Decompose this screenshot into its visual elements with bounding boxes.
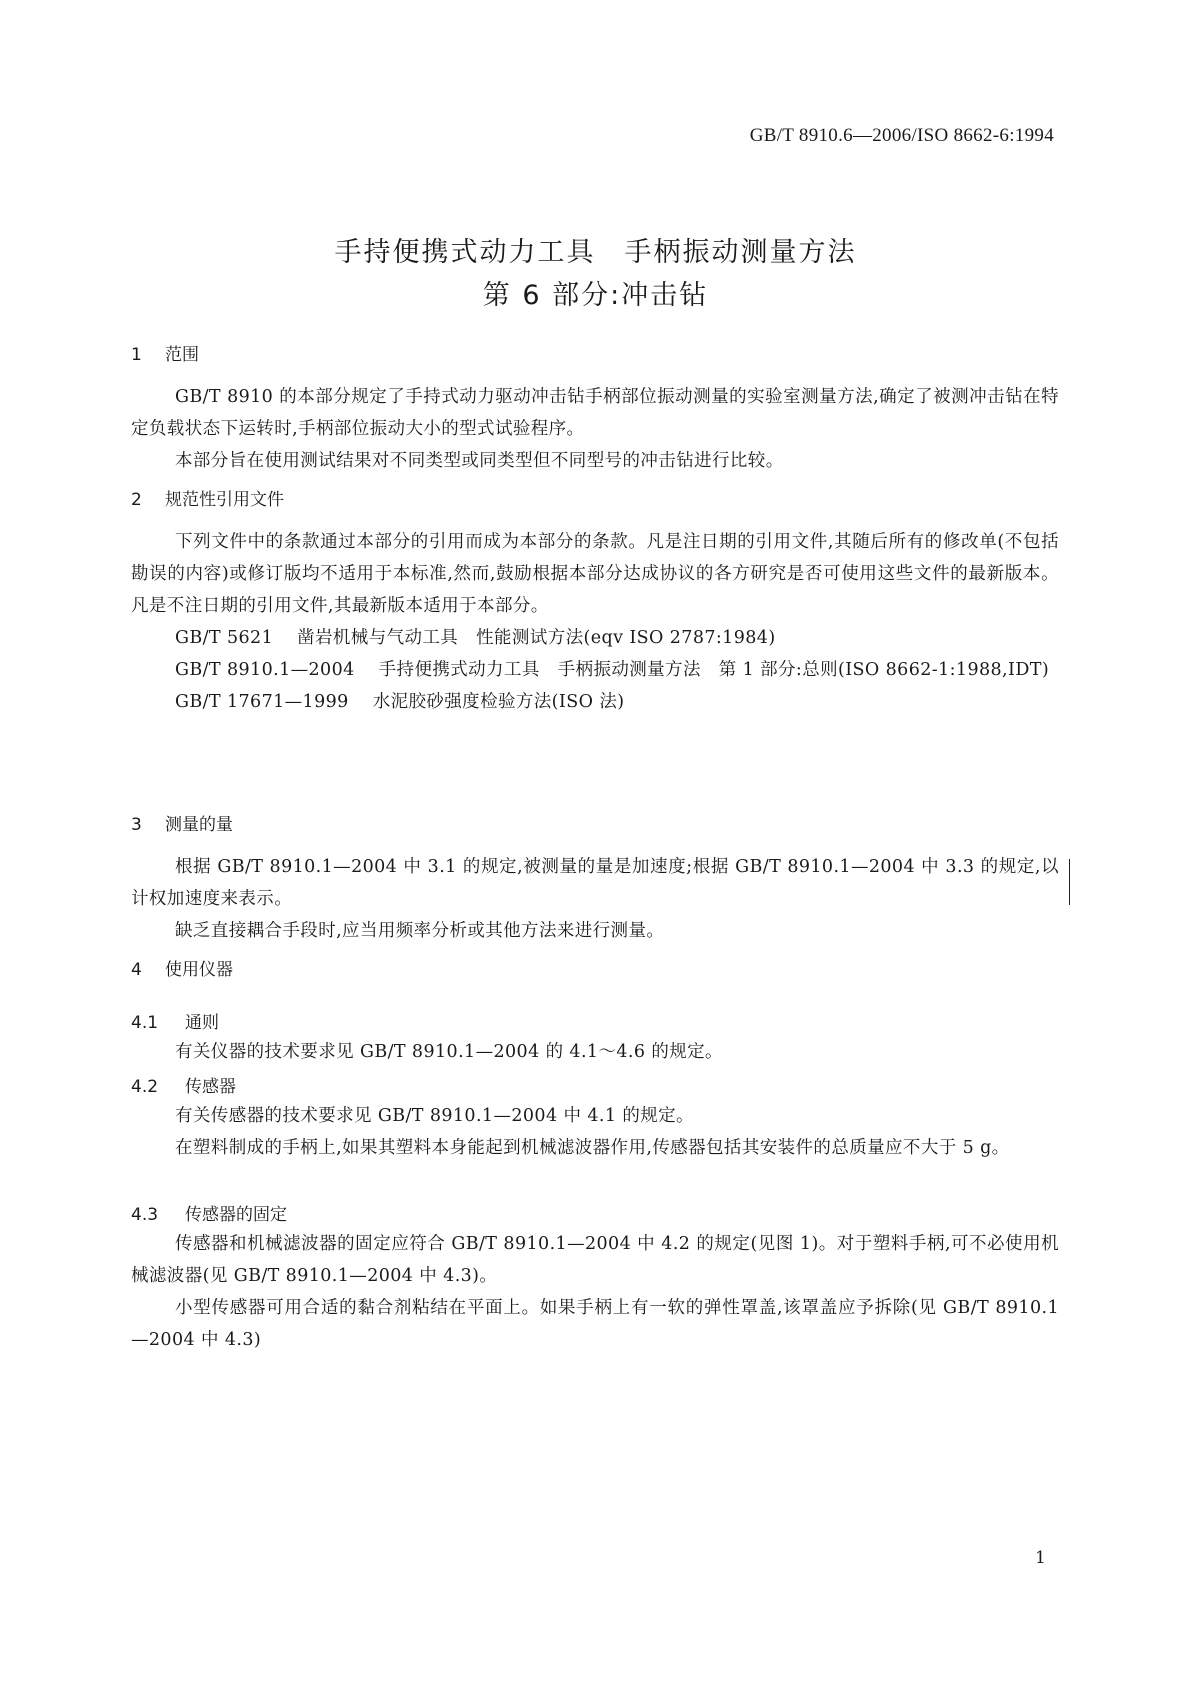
subsection-title: 传感器的固定 (185, 1205, 287, 1225)
section-title: 使用仪器 (165, 960, 233, 980)
section-title: 测量的量 (165, 815, 233, 835)
section-number: 4 (131, 960, 142, 980)
subsection-title: 传感器 (185, 1077, 236, 1097)
subsection-number: 4.3 (131, 1205, 159, 1225)
subsection-4-1 (131, 1010, 1059, 1068)
subsection-4-3 (131, 1202, 1059, 1356)
reference-code: GB/T 8910.1—2004 (175, 660, 355, 680)
subsection-heading (131, 1074, 1059, 1100)
subsection-number: 4.2 (131, 1077, 159, 1097)
reference-name: 水泥胶砂强度检验方法(ISO 法) (372, 692, 625, 712)
paragraph: 下列文件中的条款通过本部分的引用而成为本部分的条款。凡是注日期的引用文件,其随后所有的修改单(不包括勘误的内容)或修订版均不适用于本标准,然而,鼓励根据本部分达成协议的各方研究是否可使用这些文件的最新版本。凡是不注日期的引用文件,其最新版本适用于本部分。 (131, 532, 1059, 616)
reference-item (131, 686, 1059, 718)
subsection-heading (131, 1010, 1059, 1036)
section-heading (131, 812, 1059, 838)
section-3-body (131, 851, 1059, 947)
section-title: 范围 (165, 345, 199, 365)
section-number: 2 (131, 490, 142, 510)
paragraph: 本部分旨在使用测试结果对不同类型或同类型但不同型号的冲击钻进行比较。 (175, 451, 784, 471)
reference-item (131, 622, 1059, 654)
section-2 (131, 487, 1059, 513)
paragraph: GB/T 8910 的本部分规定了手持式动力驱动冲击钻手柄部位振动测量的实验室测量方法,确定了被测冲击钻在特定负载状态下运转时,手柄部位振动大小的型式试验程序。 (131, 387, 1059, 439)
document-title-line1: 手持便携式动力工具 手柄振动测量方法 (334, 237, 857, 268)
document-title-line2: 第 6 部分:冲击钻 (482, 280, 709, 311)
paragraph: 有关传感器的技术要求见 GB/T 8910.1—2004 中 4.1 的规定。 (175, 1106, 694, 1126)
subsection-4-2 (131, 1074, 1059, 1164)
paragraph: 小型传感器可用合适的黏合剂粘结在平面上。如果手柄上有一软的弹性罩盖,该罩盖应予拆除(见 GB/T 8910.1—2004 中 4.3) (131, 1298, 1059, 1350)
standard-number: GB/T 8910.6—2006/ISO 8662-6:1994 (749, 125, 1054, 146)
section-title: 规范性引用文件 (165, 490, 284, 510)
section-2-body (131, 526, 1059, 718)
section-heading (131, 487, 1059, 513)
change-bar (1069, 859, 1070, 905)
section-number: 3 (131, 815, 142, 835)
section-1-body (131, 381, 1059, 477)
section-1 (131, 342, 1059, 368)
paragraph: 在塑料制成的手柄上,如果其塑料本身能起到机械滤波器作用,传感器包括其安装件的总质量应不大于 5 g。 (175, 1138, 1010, 1158)
paragraph: 有关仪器的技术要求见 GB/T 8910.1—2004 的 4.1～4.6 的规定。 (175, 1042, 723, 1062)
reference-item (131, 654, 1059, 686)
paragraph: 根据 GB/T 8910.1—2004 中 3.1 的规定,被测量的量是加速度;根据 GB/T 8910.1—2004 中 3.3 的规定,以计权加速度来表示。 (131, 857, 1059, 909)
section-heading (131, 957, 1059, 983)
subsection-heading (131, 1202, 1059, 1228)
subsection-number: 4.1 (131, 1013, 159, 1033)
section-3 (131, 812, 1059, 838)
section-4 (131, 957, 1059, 983)
page-number: 1 (1035, 1548, 1046, 1568)
section-heading (131, 342, 1059, 368)
reference-code: GB/T 17671—1999 (175, 692, 349, 712)
subsection-title: 通则 (185, 1013, 219, 1033)
reference-name: 手持便携式动力工具 手柄振动测量方法 第 1 部分:总则(ISO 8662-1:1988,IDT) (378, 660, 1050, 680)
section-number: 1 (131, 345, 142, 365)
paragraph: 缺乏直接耦合手段时,应当用频率分析或其他方法来进行测量。 (175, 921, 665, 941)
reference-code: GB/T 5621 (175, 628, 274, 648)
paragraph: 传感器和机械滤波器的固定应符合 GB/T 8910.1—2004 中 4.2 的规定(见图 1)。对于塑料手柄,可不必使用机械滤波器(见 GB/T 8910.1—2004 中 4.3)。 (131, 1234, 1059, 1286)
reference-name: 凿岩机械与气动工具 性能测试方法(eqv ISO 2787:1984) (297, 628, 776, 648)
